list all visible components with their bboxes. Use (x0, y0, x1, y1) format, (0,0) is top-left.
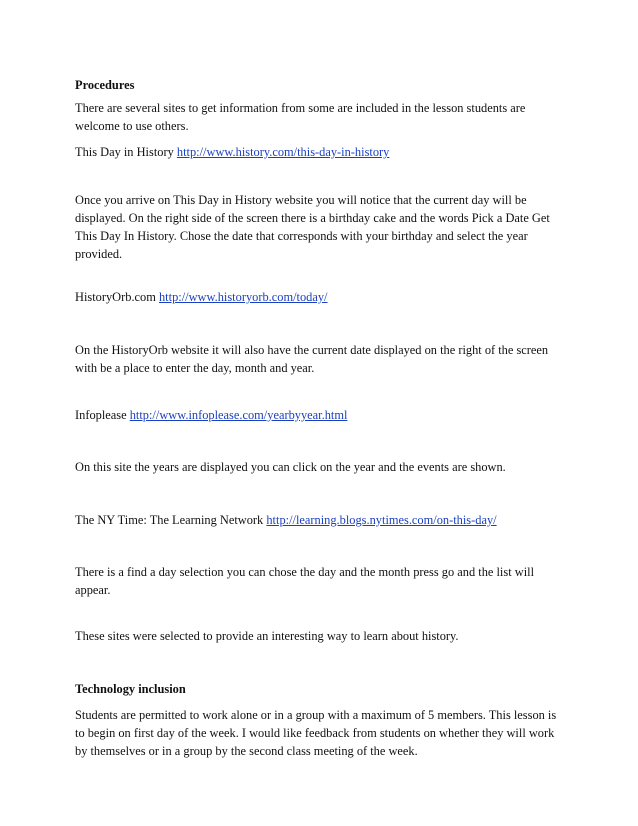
site-description: Once you arrive on This Day in History website you will notice that the current day will be displayed. On the right side of the screen there is a birthday cake and the words Pick a Date Get This Day In History. Chose the date that corresponds with your birthday and select the year provided. (75, 193, 550, 261)
site-line-historyorb (75, 288, 565, 306)
site-description: On the HistoryOrb website it will also have the current date displayed on the right of the screen with be a place to enter the day, month and year. (75, 343, 549, 375)
site-line-this-day-in-history (75, 143, 565, 161)
site-line-nytimes (75, 511, 565, 529)
site-description: There is a find a day selection you can chose the day and the month press go and the list will appear. (75, 565, 535, 597)
technology-heading: Technology inclusion (75, 682, 186, 696)
procedures-intro: There are several sites to get information from some are included in the lesson students are welcome to use others. (75, 101, 526, 133)
site-link[interactable]: http://www.historyorb.com/today/ (158, 290, 328, 304)
site-name: The NY Time: The Learning Network (75, 513, 264, 527)
technology-body: Students are permitted to work alone or in a group with a maximum of 5 members. This lesson is to begin on first day of the week. I would like feedback from students on whether they will work by themselves or in a group by the second class meeting of the week. (75, 708, 557, 758)
site-link[interactable]: http://www.history.com/this-day-in-history (176, 145, 390, 159)
procedures-heading: Procedures (75, 78, 135, 92)
site-name: HistoryOrb.com (75, 290, 156, 304)
site-link[interactable]: http://www.infoplease.com/yearbyyear.html (129, 408, 348, 422)
site-description: On this site the years are displayed you can click on the year and the events are shown. (75, 460, 506, 474)
site-line-infoplease (75, 406, 565, 424)
site-name: This Day in History (75, 145, 174, 159)
site-name: Infoplease (75, 408, 127, 422)
site-link[interactable]: http://learning.blogs.nytimes.com/on-this-day/ (266, 513, 497, 527)
procedures-closing: These sites were selected to provide an interesting way to learn about history. (75, 629, 459, 643)
